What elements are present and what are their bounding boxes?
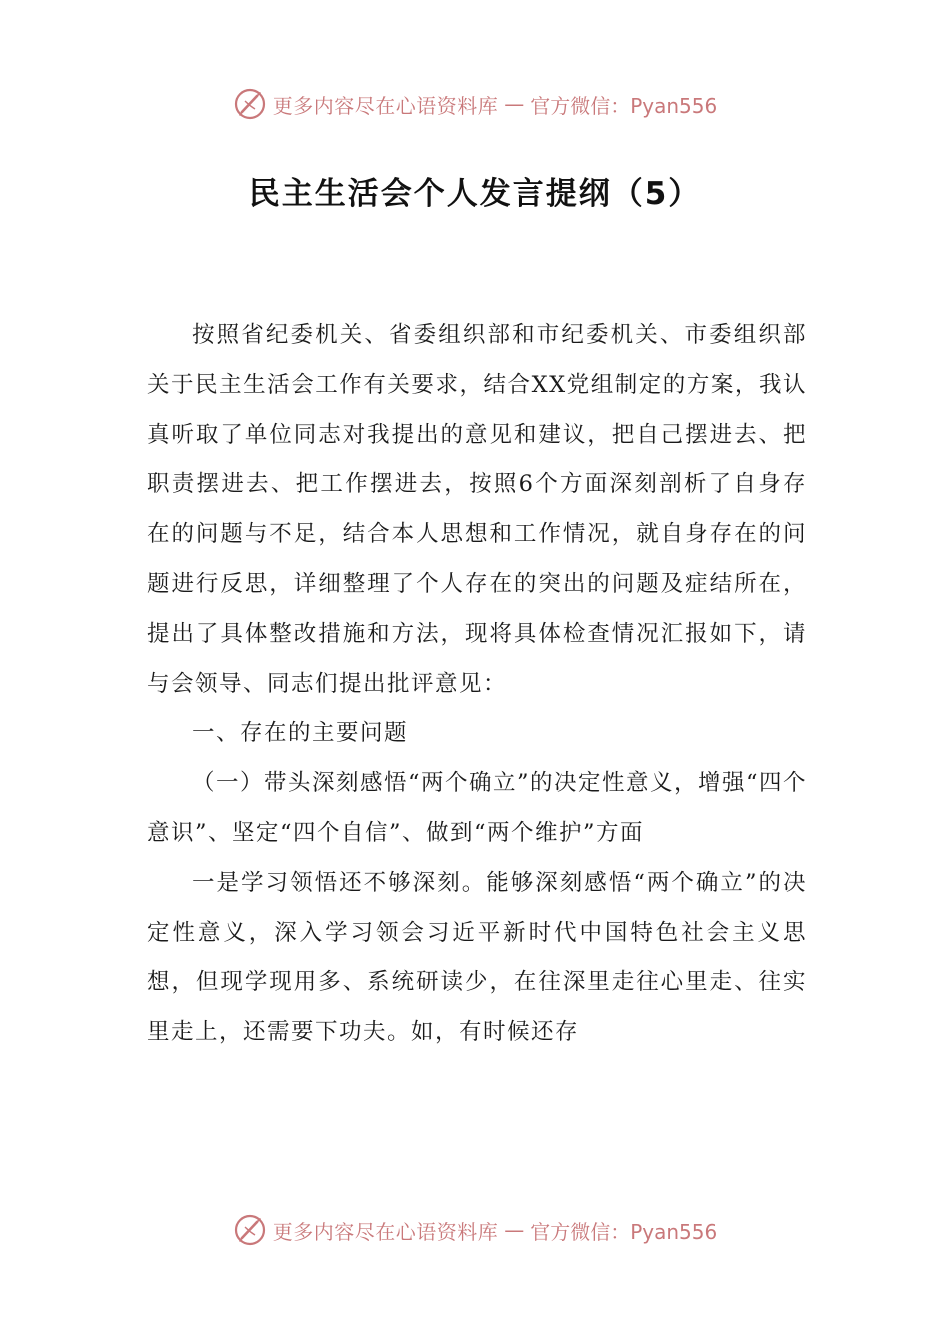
subsection-heading-1: （一）带头深刻感悟“两个确立”的决定性意义，增强“四个意识”、坚定“四个自信”、做到“两个维护”方面 [147,770,808,846]
pen-logo-icon [233,1213,267,1247]
watermark-separator: — [504,1218,525,1242]
document-body [147,311,807,1058]
pen-logo-icon [233,87,267,121]
body-paragraph-1: 一是学习领悟还不够深刻。能够深刻感悟“两个确立”的决定性意义，深入学习领会习近平新时代中国特色社会主义思想，但现学现用多、系统研读少，在往深里走往心里走、往实里走上，还需要下功夫。如，有时候还存 [147,869,807,1046]
footer-watermark [0,1210,950,1250]
watermark-wechat-text: 官方微信：Pyan556 [530,1219,718,1244]
watermark-wechat-text: 官方微信：Pyan556 [530,93,718,118]
watermark-site-text: 更多内容尽在心语资料库 [272,93,499,118]
document-title: 民主生活会个人发言提纲（5） [248,176,702,212]
header-watermark [0,84,950,124]
watermark-separator: — [504,92,525,116]
intro-paragraph: 按照省纪委机关、省委组织部和市纪委机关、市委组织部关于民主生活会工作有关要求，结合XX党组制定的方案，我认真听取了单位同志对我提出的意见和建议，把自己摆进去、把职责摆进去、把工作摆进去，按照6个方面深刻剖析了自身存在的问题与不足，结合本人思想和工作情况，就自身存在的问题进行反思，详细整理了个人存在的突出的问题及症结所在，提出了具体整改措施和方法，现将具体检查情况汇报如下，请与会领导、同志们提出批评意见： [147,322,807,697]
watermark-site-text: 更多内容尽在心语资料库 [272,1219,499,1244]
section-heading-1: 一、存在的主要问题 [192,720,409,747]
